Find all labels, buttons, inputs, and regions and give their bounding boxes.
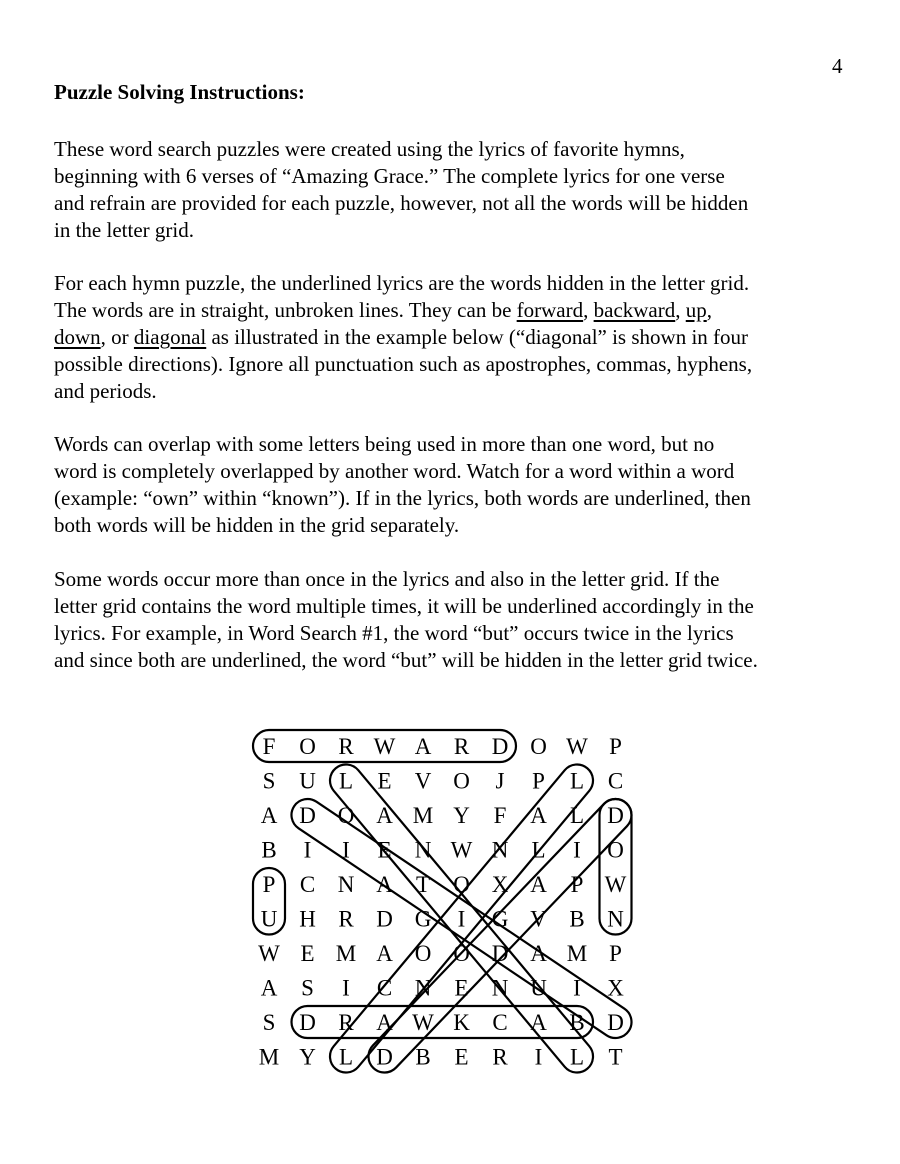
grid-letter: L xyxy=(569,768,585,794)
text-segment: word is completely overlapped by another word. Watch for a word within a word xyxy=(54,459,735,483)
grid-letter: A xyxy=(260,803,278,828)
text-segment: These word search puzzles were created using the lyrics of favorite hymns, xyxy=(54,137,685,161)
grid-letter: O xyxy=(414,941,432,966)
grid-letter: D xyxy=(299,1010,316,1035)
grid-letter: R xyxy=(338,1010,354,1035)
grid-letter: I xyxy=(534,1044,543,1070)
grid-letter: S xyxy=(301,975,314,1001)
grid-letter: D xyxy=(376,1044,393,1070)
grid-letter: H xyxy=(299,906,316,932)
grid-letter: W xyxy=(373,734,396,759)
grid-letter: X xyxy=(491,872,509,897)
grid-letter: A xyxy=(530,803,547,828)
underlined-word: backward xyxy=(593,298,676,322)
grid-letter: A xyxy=(376,872,393,897)
grid-letter: A xyxy=(414,734,432,759)
text-segment: and since both are underlined, the word “but” will be hidden in the letter grid twice. xyxy=(54,648,758,672)
grid-letter: R xyxy=(453,734,470,759)
grid-letter: D xyxy=(491,734,509,759)
grid-letter: U xyxy=(530,975,547,1001)
grid-letter: P xyxy=(609,734,622,759)
grid-letter: U xyxy=(260,906,278,932)
grid-letter: O xyxy=(299,734,316,759)
grid-letter: Y xyxy=(299,1044,316,1070)
grid-letter: E xyxy=(454,1044,469,1070)
text-segment: and refrain are provided for each puzzle, however, not all the words will be hidden xyxy=(54,191,749,215)
grid-letter: K xyxy=(453,1010,470,1035)
grid-letter: E xyxy=(300,941,315,966)
grid-letter: C xyxy=(492,1010,508,1035)
grid-letter: N xyxy=(607,906,624,932)
grid-letter: A xyxy=(376,1010,393,1035)
grid-letter: N xyxy=(491,975,509,1001)
grid-letter: D xyxy=(376,906,393,932)
grid-letter: O xyxy=(453,768,470,794)
page-number: 4 xyxy=(832,54,843,78)
underlined-word: down xyxy=(54,325,101,349)
grid-letter: A xyxy=(530,941,547,966)
grid-letter: A xyxy=(260,975,278,1001)
grid-letter: A xyxy=(376,803,393,828)
grid-letter: D xyxy=(607,1010,624,1035)
grid-letter: D xyxy=(299,803,316,828)
grid-letter: I xyxy=(342,975,350,1001)
text-segment: Words can overlap with some letters being used in more than one word, but no xyxy=(54,432,715,456)
grid-letter: P xyxy=(570,872,584,897)
grid-letter: M xyxy=(566,941,588,966)
grid-letter: T xyxy=(415,872,431,897)
grid-letter: A xyxy=(376,941,393,966)
grid-letter: A xyxy=(530,872,547,897)
grid-letter: V xyxy=(530,906,547,932)
grid-letter: S xyxy=(262,1010,276,1035)
page-heading: Puzzle Solving Instructions: xyxy=(54,80,305,104)
grid-letter: O xyxy=(337,803,355,828)
grid-letter: O xyxy=(453,872,470,897)
grid-letter: I xyxy=(573,837,581,863)
word-loop xyxy=(292,1006,594,1038)
grid-letter: M xyxy=(412,803,434,828)
grid-letter: B xyxy=(415,1044,431,1070)
grid-letter: A xyxy=(530,1010,547,1035)
grid-letter: P xyxy=(262,872,276,897)
grid-letter: C xyxy=(376,975,393,1001)
text-segment: , xyxy=(706,298,712,322)
grid-letter: Y xyxy=(453,803,470,828)
grid-letter: O xyxy=(607,837,624,863)
grid-letter: P xyxy=(609,941,622,966)
grid-letter: M xyxy=(258,1044,280,1070)
text-segment: in the letter grid. xyxy=(54,218,194,242)
grid-letter: N xyxy=(337,872,355,897)
grid-letter: R xyxy=(338,734,354,759)
grid-letter: N xyxy=(414,837,432,863)
grid-letter: F xyxy=(493,803,507,828)
underlined-word: up xyxy=(685,298,707,322)
grid-letter: O xyxy=(530,734,547,759)
grid-letter: F xyxy=(262,734,276,759)
grid-letter: L xyxy=(569,803,585,828)
grid-letter: J xyxy=(495,768,505,794)
text-segment: lyrics. For example, in Word Search #1, the word “but” occurs twice in the lyrics xyxy=(54,621,734,645)
underlined-word: diagonal xyxy=(133,325,207,349)
grid-letter: D xyxy=(607,803,624,828)
grid-letter: R xyxy=(338,906,354,932)
text-segment: For each hymn puzzle, the underlined lyrics are the words hidden in the letter grid. xyxy=(54,271,750,295)
grid-letter: O xyxy=(453,941,470,966)
grid-letter: R xyxy=(492,1044,508,1070)
grid-letter: I xyxy=(342,837,350,863)
grid-letter: N xyxy=(414,975,432,1001)
grid-letter: G xyxy=(491,906,509,932)
grid-letter: U xyxy=(299,768,316,794)
grid-letter: T xyxy=(608,1044,623,1070)
grid-letter: W xyxy=(412,1010,434,1035)
text-segment: , xyxy=(583,298,594,322)
text-segment: letter grid contains the word multiple times, it will be underlined accordingly in the xyxy=(54,594,754,618)
grid-letter: C xyxy=(299,872,316,897)
text-segment: (example: “own” within “known”). If in the lyrics, both words are underlined, then xyxy=(54,486,751,510)
grid-letter: P xyxy=(532,768,545,794)
grid-letter: N xyxy=(491,837,509,863)
text-segment: beginning with 6 verses of “Amazing Grace.” The complete lyrics for one verse xyxy=(54,164,725,188)
grid-letter: W xyxy=(258,941,280,966)
grid-letter: I xyxy=(573,975,581,1001)
grid-letter: I xyxy=(457,906,466,932)
grid-letter: C xyxy=(607,768,624,794)
word-loop xyxy=(362,792,638,1079)
grid-letter: L xyxy=(569,1044,585,1070)
text-segment: as illustrated in the example below (“diagonal” is shown in four xyxy=(206,325,749,349)
grid-letter: B xyxy=(261,837,277,863)
grid-letter: W xyxy=(566,734,588,759)
grid-letter: D xyxy=(491,941,509,966)
grid-letter: M xyxy=(335,941,357,966)
grid-letter: E xyxy=(377,837,392,863)
text-segment: and periods. xyxy=(54,379,157,403)
text-segment: Some words occur more than once in the lyrics and also in the letter grid. If the xyxy=(54,567,720,591)
grid-letter: B xyxy=(569,1010,585,1035)
grid-letter: V xyxy=(414,768,432,794)
grid-letter: X xyxy=(607,975,624,1001)
text-segment: The words are in straight, unbroken lines. They can be xyxy=(54,298,517,322)
grid-letter: E xyxy=(377,768,392,794)
grid-letter: W xyxy=(604,872,627,897)
text-segment: , xyxy=(675,298,686,322)
underlined-word: forward xyxy=(516,298,584,322)
grid-letter: L xyxy=(338,768,354,794)
grid-letter: B xyxy=(569,906,585,932)
grid-letter: L xyxy=(531,837,546,863)
text-segment: both words will be hidden in the grid separately. xyxy=(54,513,460,537)
grid-letter: G xyxy=(414,906,432,932)
grid-letter: S xyxy=(262,768,276,794)
grid-letter: W xyxy=(450,837,473,863)
text-segment: , or xyxy=(100,325,134,349)
grid-letter: E xyxy=(454,975,469,1001)
grid-letter: I xyxy=(303,837,312,863)
text-segment: possible directions). Ignore all punctuation such as apostrophes, commas, hyphens, xyxy=(54,352,753,376)
grid-letter: L xyxy=(338,1044,354,1070)
